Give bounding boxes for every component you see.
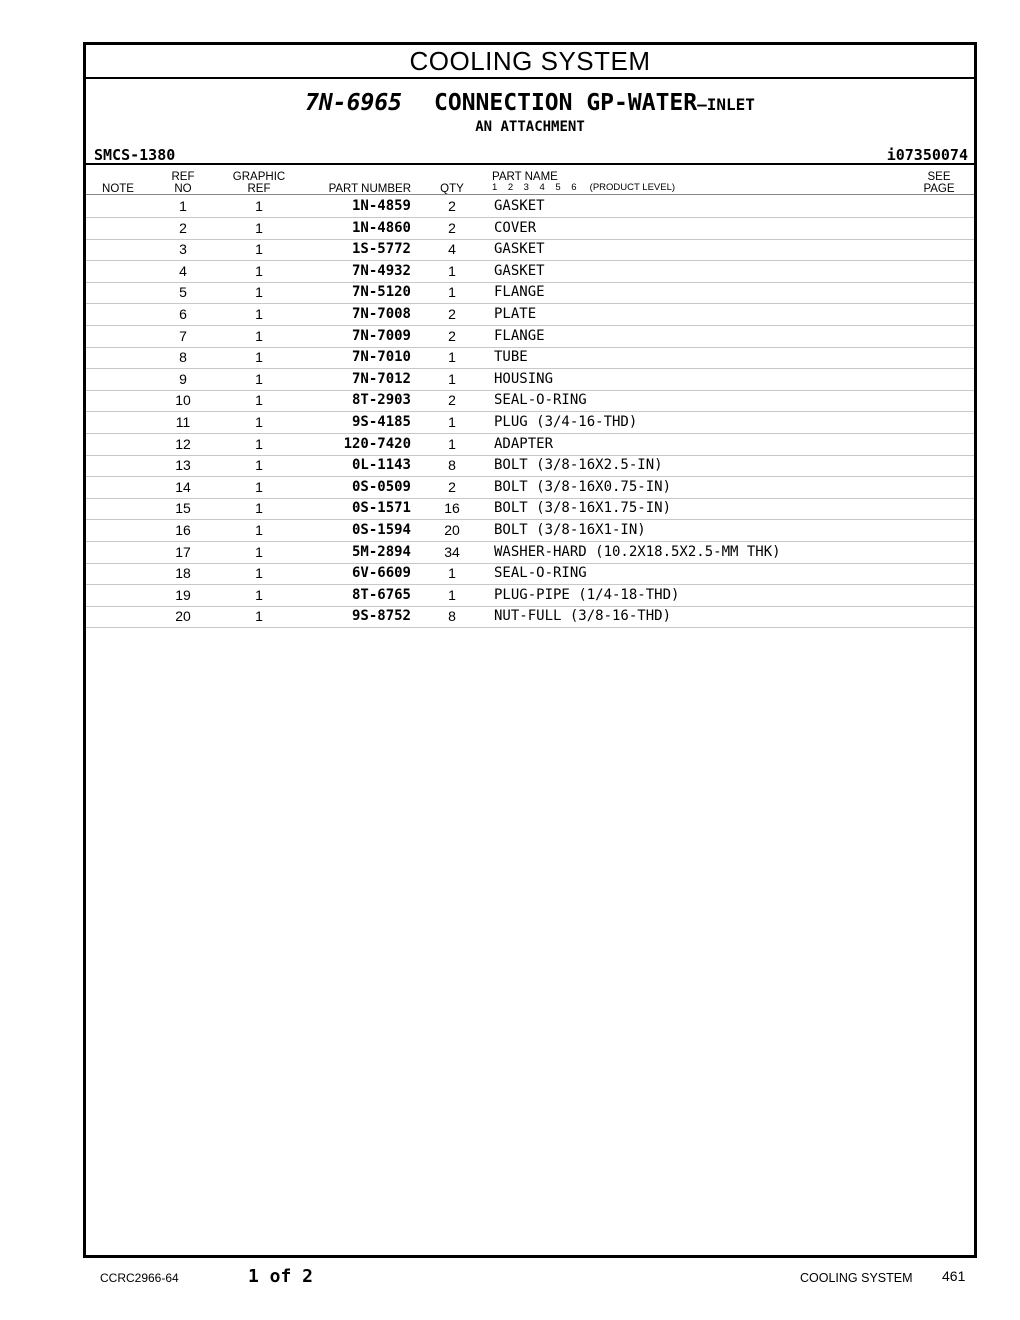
- table-row: [86, 477, 974, 499]
- part-name: GASKET: [494, 241, 545, 258]
- graphic-ref: 1: [255, 435, 263, 452]
- graphic-ref: 1: [255, 198, 263, 214]
- ref-no: 11: [175, 414, 191, 430]
- col-ref-bottom: NO: [174, 183, 192, 195]
- col-ref-top: REF: [171, 171, 195, 183]
- graphic-ref: 1: [255, 219, 263, 236]
- header-rule-bottom: [86, 194, 974, 195]
- group-subheading: AN ATTACHMENT: [475, 119, 585, 135]
- ref-no: 8: [179, 349, 187, 366]
- graphic-ref: 1: [255, 241, 263, 258]
- quantity: 1: [448, 565, 456, 582]
- quantity: 8: [448, 608, 456, 625]
- quantity: 2: [448, 392, 456, 409]
- graphic-ref: 1: [255, 392, 263, 409]
- quantity: 1: [448, 414, 456, 430]
- ref-no: 7: [179, 327, 187, 344]
- graphic-ref: 1: [255, 370, 263, 387]
- part-number: 5M-2894: [351, 543, 411, 560]
- section-title: COOLING SYSTEM: [86, 45, 974, 79]
- table-row: [86, 434, 974, 456]
- quantity: 2: [448, 327, 456, 344]
- col-note: NOTE: [102, 183, 134, 195]
- graphic-ref: 1: [255, 522, 263, 538]
- graphic-ref: 1: [255, 306, 263, 322]
- quantity: 2: [448, 198, 456, 214]
- part-number: 0S-0509: [351, 478, 411, 495]
- ref-no: 4: [179, 262, 187, 279]
- page-frame: [83, 42, 977, 1258]
- part-name: FLANGE: [494, 284, 545, 301]
- quantity: 1: [448, 262, 456, 279]
- part-number: 7N-4932: [351, 262, 411, 279]
- table-row: [86, 585, 974, 607]
- part-number: 7N-7008: [351, 306, 411, 322]
- smcs-code: SMCS-1380: [94, 146, 176, 164]
- table-row: [86, 218, 974, 240]
- col-graphic-top: GRAPHIC: [232, 171, 286, 183]
- ref-no: 13: [175, 457, 191, 474]
- table-row: [86, 196, 974, 218]
- part-name: BOLT (3/8-16X1.75-IN): [494, 500, 672, 517]
- footer-doc-code: CCRC2966-64: [100, 1271, 179, 1285]
- part-number: 7N-7009: [351, 327, 411, 344]
- part-name: BOLT (3/8-16X1-IN): [494, 522, 646, 538]
- ref-no: 18: [175, 565, 191, 582]
- quantity: 1: [448, 284, 456, 301]
- ref-no: 17: [175, 543, 191, 560]
- part-number: 120-7420: [343, 435, 411, 452]
- table-row: [86, 520, 974, 542]
- table-row: [86, 326, 974, 348]
- part-name: SEAL-O-RING: [494, 565, 587, 582]
- part-name: NUT-FULL (3/8-16-THD): [494, 608, 672, 625]
- footer-page-of: 1 of 2: [248, 1266, 314, 1287]
- part-number: 8T-2903: [351, 392, 411, 409]
- part-number: 9S-8752: [351, 608, 411, 625]
- part-number: 1S-5772: [351, 241, 411, 258]
- part-name: SEAL-O-RING: [494, 392, 587, 409]
- ref-no: 12: [175, 435, 191, 452]
- ref-no: 10: [175, 392, 191, 409]
- group-heading: [86, 89, 974, 119]
- group-part-number: 7N-6965: [305, 90, 403, 116]
- table-row: [86, 369, 974, 391]
- part-name: FLANGE: [494, 327, 545, 344]
- table-row: [86, 542, 974, 564]
- part-name: PLUG-PIPE (1/4-18-THD): [494, 586, 680, 603]
- illustration-id: i07350074: [886, 146, 968, 164]
- group-name-suffix: —INLET: [697, 95, 755, 114]
- quantity: 1: [448, 349, 456, 366]
- part-name: PLATE: [494, 306, 537, 322]
- graphic-ref: 1: [255, 608, 263, 625]
- quantity: 8: [448, 457, 456, 474]
- col-qty: QTY: [440, 183, 464, 195]
- part-number: 7N-5120: [351, 284, 411, 301]
- col-see-top: SEE: [927, 171, 951, 183]
- ref-no: 6: [179, 306, 187, 322]
- graphic-ref: 1: [255, 262, 263, 279]
- quantity: 2: [448, 219, 456, 236]
- group-name: CONNECTION GP-WATER: [434, 90, 698, 116]
- table-row: [86, 347, 974, 369]
- ref-no: 19: [175, 586, 191, 603]
- quantity: 34: [444, 543, 460, 560]
- part-number: 6V-6609: [351, 565, 411, 582]
- graphic-ref: 1: [255, 543, 263, 560]
- quantity: 16: [444, 500, 460, 517]
- part-name: TUBE: [494, 349, 528, 366]
- ref-no: 20: [175, 608, 191, 625]
- col-product-level: 1 2 3 4 5 6 (PRODUCT LEVEL): [492, 182, 676, 193]
- ref-no: 14: [175, 478, 191, 495]
- table-row: [86, 498, 974, 520]
- col-part-name: PART NAME: [492, 171, 558, 183]
- table-row: [86, 282, 974, 304]
- ref-no: 9: [179, 370, 187, 387]
- graphic-ref: 1: [255, 586, 263, 603]
- ref-no: 16: [175, 522, 191, 538]
- graphic-ref: 1: [255, 284, 263, 301]
- part-number: 7N-7012: [351, 370, 411, 387]
- graphic-ref: 1: [255, 565, 263, 582]
- graphic-ref: 1: [255, 414, 263, 430]
- part-name: COVER: [494, 219, 537, 236]
- quantity: 1: [448, 435, 456, 452]
- quantity: 1: [448, 586, 456, 603]
- part-name: HOUSING: [494, 370, 554, 387]
- table-row: [86, 606, 974, 628]
- part-number: 1N-4860: [351, 219, 411, 236]
- quantity: 20: [444, 522, 460, 538]
- part-name: WASHER-HARD (10.2X18.5X2.5-MM THK): [494, 543, 781, 560]
- quantity: 2: [448, 478, 456, 495]
- part-number: 1N-4859: [351, 198, 411, 214]
- quantity: 1: [448, 370, 456, 387]
- ref-no: 15: [175, 500, 191, 517]
- footer-page-number: 461: [942, 1268, 966, 1284]
- graphic-ref: 1: [255, 500, 263, 517]
- part-name: BOLT (3/8-16X0.75-IN): [494, 478, 672, 495]
- table-row: [86, 239, 974, 261]
- table-row: [86, 563, 974, 585]
- ref-no: 1: [179, 198, 187, 214]
- graphic-ref: 1: [255, 327, 263, 344]
- table-row: [86, 390, 974, 412]
- part-number: 0S-1594: [351, 522, 411, 538]
- part-number: 9S-4185: [351, 414, 411, 430]
- header-rule-top: [86, 163, 974, 165]
- part-name: BOLT (3/8-16X2.5-IN): [494, 457, 663, 474]
- part-number: 8T-6765: [351, 586, 411, 603]
- table-row: [86, 304, 974, 326]
- col-part-number: PART NUMBER: [328, 183, 411, 195]
- ref-no: 5: [179, 284, 187, 301]
- footer-section: COOLING SYSTEM: [800, 1271, 913, 1285]
- part-number: 0S-1571: [351, 500, 411, 517]
- part-name: GASKET: [494, 198, 545, 214]
- table-row: [86, 455, 974, 477]
- quantity: 2: [448, 306, 456, 322]
- part-name: PLUG (3/4-16-THD): [494, 414, 638, 430]
- col-graphic-bottom: REF: [247, 183, 271, 195]
- graphic-ref: 1: [255, 478, 263, 495]
- part-name: GASKET: [494, 262, 545, 279]
- part-number: 0L-1143: [351, 457, 411, 474]
- part-number: 7N-7010: [351, 349, 411, 366]
- ref-no: 2: [179, 219, 187, 236]
- table-row: [86, 261, 974, 283]
- part-name: ADAPTER: [494, 435, 554, 452]
- col-see-bottom: PAGE: [923, 183, 955, 195]
- ref-no: 3: [179, 241, 187, 258]
- table-row: [86, 412, 974, 434]
- graphic-ref: 1: [255, 349, 263, 366]
- quantity: 4: [448, 241, 456, 258]
- graphic-ref: 1: [255, 457, 263, 474]
